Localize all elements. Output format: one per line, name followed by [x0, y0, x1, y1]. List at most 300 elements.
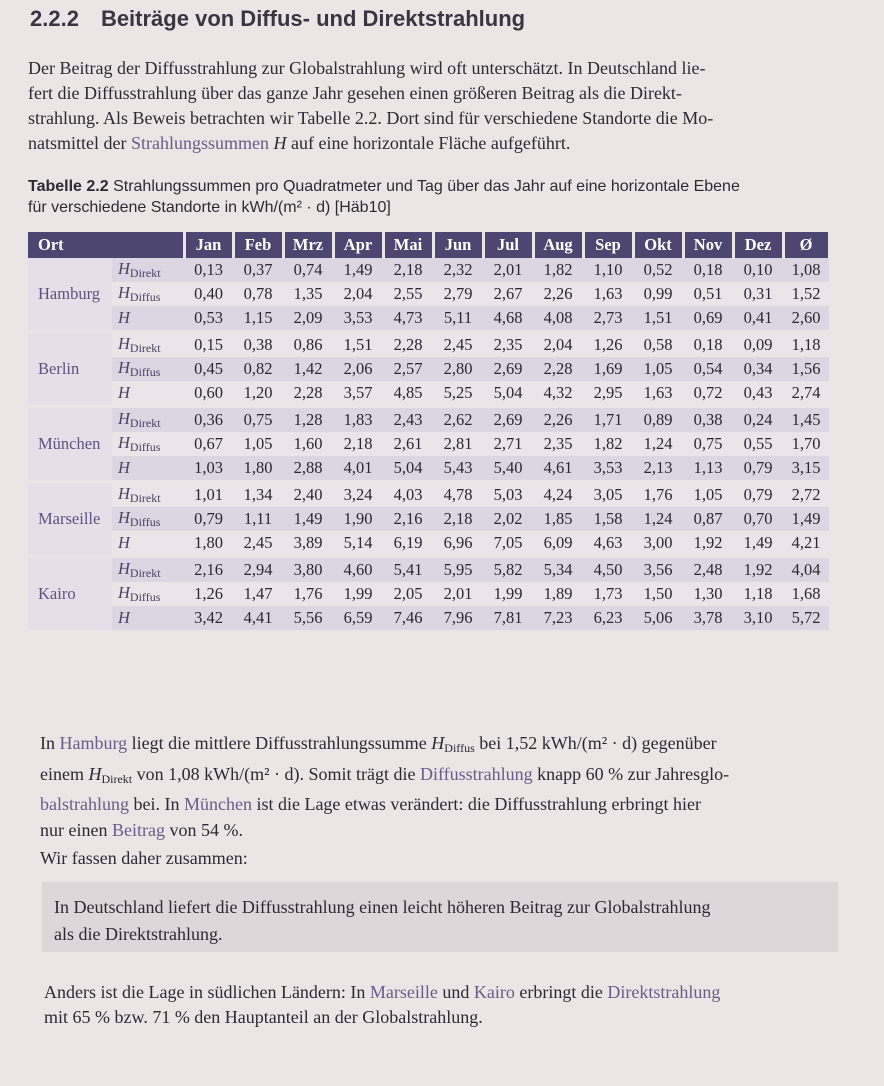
term-hamburg: Hamburg — [59, 733, 128, 753]
table-cell: 2,26 — [533, 407, 583, 433]
table-cell: 3,05 — [583, 482, 633, 508]
table-cell: 1,85 — [533, 507, 583, 531]
table-cell: 1,73 — [583, 582, 633, 606]
table-row — [28, 381, 829, 407]
header-feb: Feb — [233, 232, 283, 258]
table-row — [28, 482, 829, 508]
table-cell: 0,79 — [184, 507, 233, 531]
table-cell: 4,32 — [533, 381, 583, 407]
table-cell: 5,95 — [433, 557, 483, 583]
table-cell: 5,40 — [483, 456, 533, 482]
section-number: 2.2.2 — [30, 6, 79, 31]
table-cell: 1,92 — [733, 557, 783, 583]
table-cell: 0,75 — [683, 432, 733, 456]
table-cell: 2,18 — [383, 258, 433, 282]
table-cell: 4,01 — [333, 456, 383, 482]
table-cell: 2,28 — [383, 332, 433, 358]
table-cell: 0,34 — [733, 357, 783, 381]
table-cell: 4,50 — [583, 557, 633, 583]
table-cell: 5,41 — [383, 557, 433, 583]
table-row — [28, 531, 829, 557]
table-cell: 1,82 — [533, 258, 583, 282]
table-cell: 1,20 — [233, 381, 283, 407]
table-cell: 1,99 — [333, 582, 383, 606]
table-cell: 0,37 — [233, 258, 283, 282]
table-cell: 5,82 — [483, 557, 533, 583]
text: von 54 %. — [164, 819, 243, 840]
header-jul: Jul — [483, 232, 533, 258]
table-cell: 1,03 — [184, 456, 233, 482]
table-cell: 0,31 — [733, 282, 783, 306]
row-h-global: H — [112, 606, 184, 632]
intro-line: Der Beitrag der Diffusstrahlung zur Globalstrahlung wird oft unterschätzt. In Deutschland lie- — [28, 58, 706, 78]
table-cell: 1,28 — [283, 407, 333, 433]
text: liegt die mittlere Diffusstrahlungssumme — [127, 733, 432, 753]
table-cell: 1,42 — [283, 357, 333, 381]
table-cell: 2,61 — [383, 432, 433, 456]
table-cell: 0,58 — [633, 332, 683, 358]
table-cell: 2,43 — [383, 407, 433, 433]
term-muenchen: München — [183, 794, 252, 814]
table-cell: 2,35 — [533, 432, 583, 456]
table-cell: 4,03 — [383, 482, 433, 508]
table-cell: 0,74 — [283, 258, 333, 282]
table-cell: 2,01 — [483, 258, 533, 282]
row-h-global: H — [112, 381, 184, 407]
symbol-subscript: Diffus — [129, 590, 161, 604]
table-cell: 0,41 — [733, 306, 783, 332]
table-cell: 1,51 — [333, 332, 383, 358]
symbol-subscript: Diffus — [129, 515, 161, 529]
table-cell: 3,10 — [733, 606, 783, 632]
table-cell: 4,08 — [533, 306, 583, 332]
row-h-global: H — [112, 456, 184, 482]
table-cell: 4,61 — [533, 456, 583, 482]
row-h-direkt: $H_{Direkt}$ — [112, 407, 184, 433]
table-cell: 6,59 — [333, 606, 383, 632]
symbol-subscript: Diffus — [129, 290, 161, 304]
table-cell: 0,36 — [184, 407, 233, 433]
table-cell: 0,13 — [184, 258, 233, 282]
term-marseille: Marseille — [369, 982, 438, 1002]
table-cell: 1,34 — [233, 482, 283, 508]
table-cell: 4,60 — [333, 557, 383, 583]
table-cell: 1,89 — [533, 582, 583, 606]
table-cell: 3,53 — [333, 306, 383, 332]
table-cell: 2,81 — [433, 432, 483, 456]
text: erbringt die — [514, 982, 608, 1002]
table-cell: 1,35 — [283, 282, 333, 306]
header-mrz: Mrz — [283, 232, 333, 258]
header-nov: Nov — [683, 232, 733, 258]
table-row — [28, 606, 829, 632]
table-cell: 3,00 — [633, 531, 683, 557]
table-row — [28, 456, 829, 482]
table-cell: 2,16 — [184, 557, 233, 583]
table-cell: 1,71 — [583, 407, 633, 433]
city-name: Hamburg — [28, 258, 112, 332]
table-cell: 0,60 — [184, 381, 233, 407]
table-cell: 2,72 — [783, 482, 829, 508]
table-cell: 0,51 — [683, 282, 733, 306]
table-cell: 1,69 — [583, 357, 633, 381]
table-cell: 4,63 — [583, 531, 633, 557]
table-row — [28, 407, 829, 433]
table-cell: 2,95 — [583, 381, 633, 407]
table-cell: 2,06 — [333, 357, 383, 381]
table-cell: 0,72 — [683, 381, 733, 407]
table-cell: 2,57 — [383, 357, 433, 381]
table-cell: 1,01 — [184, 482, 233, 508]
table-cell: 0,87 — [683, 507, 733, 531]
table-cell: 5,04 — [483, 381, 533, 407]
header-apr: Apr — [333, 232, 383, 258]
table-cell: 2,01 — [433, 582, 483, 606]
table-cell: 1,05 — [683, 482, 733, 508]
table-cell: 1,70 — [783, 432, 829, 456]
table-cell: 6,09 — [533, 531, 583, 557]
table-cell: 1,60 — [283, 432, 333, 456]
table-row — [28, 357, 829, 381]
table-cell: 5,25 — [433, 381, 483, 407]
intro-line — [28, 131, 818, 156]
table-cell: 2,32 — [433, 258, 483, 282]
table-cell: 1,49 — [283, 507, 333, 531]
text: und — [437, 982, 474, 1002]
table-cell: 1,08 — [783, 258, 829, 282]
box-line: als die Direktstrahlung. — [54, 924, 223, 944]
term-diffusstrahlung: Diffusstrahlung — [420, 763, 533, 784]
header-mai: Mai — [383, 232, 433, 258]
south-paragraph — [44, 980, 844, 1030]
table-cell: 1,50 — [633, 582, 683, 606]
table-cell: 1,26 — [583, 332, 633, 358]
term-direktstrahlung: Direktstrahlung — [607, 982, 721, 1002]
table-cell: 3,24 — [333, 482, 383, 508]
table-cell: 0,45 — [184, 357, 233, 381]
table-cell: 2,35 — [483, 332, 533, 358]
text: ist die Lage etwas verändert: die Diffusstrahlung erbringt hier — [251, 794, 701, 814]
summary-box — [42, 882, 838, 952]
table-cell: 0,82 — [233, 357, 283, 381]
symbol-subscript: Direkt — [129, 266, 161, 280]
term-kairo: Kairo — [473, 982, 515, 1002]
table-cell: 1,47 — [233, 582, 283, 606]
table-cell: 4,78 — [433, 482, 483, 508]
table-cell: 0,67 — [184, 432, 233, 456]
table-cell: 0,38 — [233, 332, 283, 358]
para-line: mit 65 % bzw. 71 % den Hauptanteil an der Globalstrahlung. — [44, 1007, 483, 1027]
row-h-direkt: $H_{Direkt}$ — [112, 482, 184, 508]
table-cell: 0,79 — [733, 482, 783, 508]
symbol-subscript: Direkt — [129, 341, 161, 355]
header-dez: Dez — [733, 232, 783, 258]
table-row — [28, 432, 829, 456]
table-cell: 2,62 — [433, 407, 483, 433]
table-cell: 5,11 — [433, 306, 483, 332]
table-cell: 1,76 — [283, 582, 333, 606]
table-cell: 0,38 — [683, 407, 733, 433]
para-line — [40, 818, 840, 844]
subscript-diffus: Diffus — [444, 741, 475, 755]
table-cell: 2,18 — [333, 432, 383, 456]
caption-text: Strahlungssummen pro Quadratmeter und Tag über das Jahr auf eine horizontale Ebene — [108, 178, 740, 195]
table-cell: 1,45 — [783, 407, 829, 433]
table-cell: 0,24 — [733, 407, 783, 433]
table-cell: 1,18 — [783, 332, 829, 358]
intro-text: natsmittel der — [28, 133, 131, 153]
text: knapp 60 % zur Jahresglo- — [532, 763, 730, 784]
row-h-diffus: $H_{Diffus}$ — [112, 432, 184, 456]
table-cell: 1,80 — [233, 456, 283, 482]
table-caption — [28, 176, 828, 218]
table-cell: 4,41 — [233, 606, 283, 632]
table-cell: 0,18 — [683, 258, 733, 282]
table-cell: 2,88 — [283, 456, 333, 482]
intro-paragraph — [28, 56, 818, 156]
table-cell: 2,16 — [383, 507, 433, 531]
row-h-direkt: $H_{Direkt}$ — [112, 332, 184, 358]
table-row — [28, 582, 829, 606]
header-ø: Ø — [783, 232, 829, 258]
table-cell: 2,04 — [333, 282, 383, 306]
text: bei 1,52 kWh/(m² · d) gegenüber — [474, 733, 717, 753]
table-cell: 2,67 — [483, 282, 533, 306]
table-cell: 0,86 — [283, 332, 333, 358]
symbol-h: H — [273, 133, 287, 153]
table-cell: 1,58 — [583, 507, 633, 531]
row-h-direkt: $H_{Direkt}$ — [112, 557, 184, 583]
city-name: Kairo — [28, 557, 112, 632]
symbol-subscript: Diffus — [129, 365, 161, 379]
table-cell: 3,15 — [783, 456, 829, 482]
intro-text: auf eine horizontale Fläche aufgeführt. — [286, 133, 571, 153]
table-cell: 2,69 — [483, 407, 533, 433]
table-row — [28, 258, 829, 282]
table-row — [28, 507, 829, 531]
table-cell: 0,54 — [683, 357, 733, 381]
table-cell: 7,81 — [483, 606, 533, 632]
table-cell: 1,24 — [633, 507, 683, 531]
header-jan: Jan — [184, 232, 233, 258]
para-line — [40, 792, 840, 818]
text: bei. In — [128, 794, 184, 814]
table-cell: 5,72 — [783, 606, 829, 632]
table-cell: 2,73 — [583, 306, 633, 332]
table-cell: 0,53 — [184, 306, 233, 332]
summary-lead: Wir fassen daher zusammen: — [40, 848, 248, 868]
header-aug: Aug — [533, 232, 583, 258]
box-line: In Deutschland liefert die Diffusstrahlung einen leicht höheren Beitrag zur Globalstrahlung — [54, 897, 711, 917]
table-cell: 1,63 — [583, 282, 633, 306]
table-cell: 1,24 — [633, 432, 683, 456]
table-cell: 2,60 — [783, 306, 829, 332]
symbol-h: H — [88, 763, 102, 784]
table-cell: 2,48 — [683, 557, 733, 583]
table-cell: 1,11 — [233, 507, 283, 531]
table-cell: 5,56 — [283, 606, 333, 632]
table-cell: 0,99 — [633, 282, 683, 306]
table-cell: 1,49 — [733, 531, 783, 557]
table-cell: 1,51 — [633, 306, 683, 332]
table-cell: 6,96 — [433, 531, 483, 557]
table-cell: 2,80 — [433, 357, 483, 381]
table-cell: 2,69 — [483, 357, 533, 381]
city-name: Marseille — [28, 482, 112, 557]
table-cell: 2,04 — [533, 332, 583, 358]
symbol-subscript: Direkt — [129, 416, 161, 430]
table-cell: 1,80 — [184, 531, 233, 557]
row-h-diffus: $H_{Diffus}$ — [112, 507, 184, 531]
table-cell: 0,15 — [184, 332, 233, 358]
table-cell: 1,49 — [783, 507, 829, 531]
table-cell: 1,15 — [233, 306, 283, 332]
table-cell: 2,13 — [633, 456, 683, 482]
intro-line: strahlung. Als Beweis betrachten wir Tabelle 2.2. Dort sind für verschiedene Standorte die Mo- — [28, 108, 714, 128]
table-cell: 3,53 — [583, 456, 633, 482]
table-cell: 7,96 — [433, 606, 483, 632]
subscript-direkt: Direkt — [101, 771, 133, 786]
table-cell: 1,05 — [633, 357, 683, 381]
table-cell: 1,10 — [583, 258, 633, 282]
table-cell: 3,80 — [283, 557, 333, 583]
table-cell: 0,69 — [683, 306, 733, 332]
city-name: München — [28, 407, 112, 482]
summary-box-text — [54, 894, 834, 948]
table-cell: 7,05 — [483, 531, 533, 557]
table-cell: 2,45 — [233, 531, 283, 557]
text: von 1,08 kWh/(m² · d). Somit trägt die — [132, 763, 420, 784]
table-cell: 1,26 — [184, 582, 233, 606]
table-cell: 0,78 — [233, 282, 283, 306]
table-cell: 0,55 — [733, 432, 783, 456]
section-heading — [30, 6, 525, 32]
table-cell: 4,21 — [783, 531, 829, 557]
symbol-subscript: Diffus — [129, 440, 161, 454]
table-cell: 0,43 — [733, 381, 783, 407]
table-cell: 1,56 — [783, 357, 829, 381]
table-cell: 1,13 — [683, 456, 733, 482]
radiation-table — [28, 232, 831, 633]
header-jun: Jun — [433, 232, 483, 258]
row-h-global: H — [112, 531, 184, 557]
table-cell: 2,28 — [533, 357, 583, 381]
table-cell: 0,75 — [233, 407, 283, 433]
table-cell: 0,09 — [733, 332, 783, 358]
table-cell: 4,85 — [383, 381, 433, 407]
table-cell: 1,99 — [483, 582, 533, 606]
row-h-diffus: $H_{Diffus}$ — [112, 282, 184, 306]
table-cell: 1,18 — [733, 582, 783, 606]
table-cell: 1,92 — [683, 531, 733, 557]
table-cell: 1,76 — [633, 482, 683, 508]
table-cell: 5,14 — [333, 531, 383, 557]
table-cell: 3,89 — [283, 531, 333, 557]
table-cell: 1,30 — [683, 582, 733, 606]
city-name: Berlin — [28, 332, 112, 407]
table-cell: 2,02 — [483, 507, 533, 531]
para-line — [44, 980, 844, 1005]
table-cell: 4,68 — [483, 306, 533, 332]
table-cell: 5,04 — [383, 456, 433, 482]
table-cell: 0,52 — [633, 258, 683, 282]
table-cell: 5,34 — [533, 557, 583, 583]
table-header-row — [28, 232, 829, 258]
table-cell: 2,40 — [283, 482, 333, 508]
term-globalstrahlung: balstrahlung — [40, 794, 129, 814]
symbol-subscript: Direkt — [129, 491, 161, 505]
text: In — [40, 733, 60, 753]
table-row — [28, 557, 829, 583]
table-cell: 1,52 — [783, 282, 829, 306]
table-cell: 1,83 — [333, 407, 383, 433]
table-cell: 1,05 — [233, 432, 283, 456]
table-cell: 4,73 — [383, 306, 433, 332]
table-cell: 0,70 — [733, 507, 783, 531]
intro-line: fert die Diffusstrahlung über das ganze Jahr gesehen einen größeren Beitrag als die Direkt- — [28, 83, 682, 103]
table-cell: 0,89 — [633, 407, 683, 433]
row-h-diffus: $H_{Diffus}$ — [112, 582, 184, 606]
table-cell: 6,19 — [383, 531, 433, 557]
table-cell: 2,05 — [383, 582, 433, 606]
table-cell: 3,57 — [333, 381, 383, 407]
term-beitrag: Beitrag — [111, 819, 165, 840]
row-h-global: H — [112, 306, 184, 332]
row-h-direkt: $H_{Direkt}$ — [112, 258, 184, 282]
header-okt: Okt — [633, 232, 683, 258]
caption-line — [28, 176, 828, 197]
table-cell: 1,82 — [583, 432, 633, 456]
caption-label: Tabelle 2.2 — [28, 178, 109, 195]
table-cell: 1,49 — [333, 258, 383, 282]
table-cell: 5,43 — [433, 456, 483, 482]
table-cell: 2,55 — [383, 282, 433, 306]
table-cell: 4,04 — [783, 557, 829, 583]
table-cell: 1,63 — [633, 381, 683, 407]
table-cell: 2,45 — [433, 332, 483, 358]
text: einem — [40, 763, 89, 784]
table-row — [28, 306, 829, 332]
header-sep: Sep — [583, 232, 633, 258]
row-h-diffus: $H_{Diffus}$ — [112, 357, 184, 381]
table-cell: 0,10 — [733, 258, 783, 282]
table-row — [28, 332, 829, 358]
table-cell: 4,24 — [533, 482, 583, 508]
hamburg-paragraph — [40, 731, 840, 843]
term-strahlungssummen: Strahlungssummen — [130, 133, 269, 153]
table-cell: 1,90 — [333, 507, 383, 531]
table-cell: 2,26 — [533, 282, 583, 306]
table-cell: 2,18 — [433, 507, 483, 531]
table-cell: 3,78 — [683, 606, 733, 632]
table-cell: 0,40 — [184, 282, 233, 306]
table-cell: 2,09 — [283, 306, 333, 332]
table-cell: 2,74 — [783, 381, 829, 407]
table-cell: 0,79 — [733, 456, 783, 482]
table-cell: 2,79 — [433, 282, 483, 306]
header-ort: Ort — [28, 232, 184, 258]
para-line — [40, 731, 840, 762]
table-cell: 7,23 — [533, 606, 583, 632]
symbol-subscript: Direkt — [129, 566, 161, 580]
table-cell: 2,28 — [283, 381, 333, 407]
table-cell: 0,18 — [683, 332, 733, 358]
table-row — [28, 282, 829, 306]
para-line — [40, 762, 840, 793]
table-cell: 2,71 — [483, 432, 533, 456]
table-cell: 3,56 — [633, 557, 683, 583]
table-cell: 7,46 — [383, 606, 433, 632]
